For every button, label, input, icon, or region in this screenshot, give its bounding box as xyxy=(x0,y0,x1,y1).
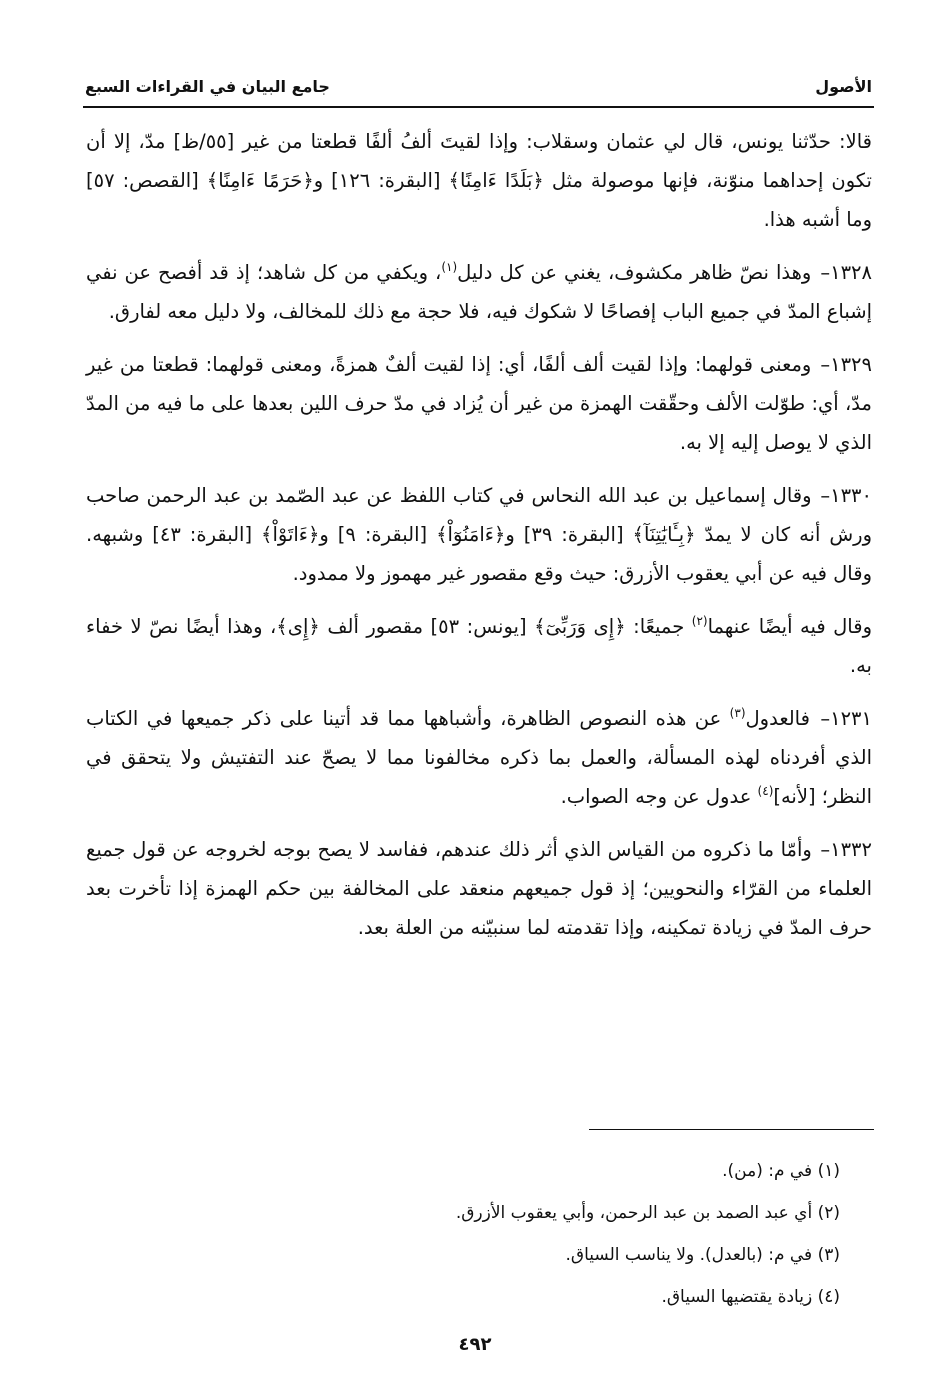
paragraph-text: وأمّا ما ذكروه من القياس الذي أثر ذلك عندهم، ففاسد لا يصح بوجه لخروجه عن قول جميع العلماء من القرّاء والنحويين؛ إذ قول جميعهم منعقد على المخالفة بين حكم الهمزة إذا تأخرت بعد حرف المدّ في زيادة تمكينه، وإذا تقدمته لما سنبيّنه من العلة بعد. xyxy=(86,838,872,939)
paragraph-number: ١٢٣١– xyxy=(820,707,872,730)
paragraph-1329 xyxy=(86,345,872,462)
paragraph-number: ١٣٣٢– xyxy=(820,838,872,861)
paragraph-1332 xyxy=(86,830,872,947)
footnote-ref[interactable]: (٤) xyxy=(757,784,774,798)
running-header xyxy=(85,72,872,100)
paragraph-text: عن هذه النصوص الظاهرة، وأشباهها مما قد أتينا على ذكر جميعها في الكتاب الذي أفردناه لهذه المسألة، والعمل بما ذكره مخالفونا مما لا يصحّ عند التفتيش ولا يتحقق في النظر؛ [لأنه] xyxy=(86,707,872,808)
paragraph-text: قالا: حدّثنا يونس، قال لي عثمان وسقلاب: وإذا لقيتَ ألفُ ألفًا قطعتا من غير [٥٥/ظ] مدّ، إلا أن تكون إحداهما منوّنة، فإنها موصولة مثل ﴿بَلَدًا ءَامِنًا﴾ [البقرة: ١٢٦] و﴿حَرَمًا ءَامِنًا﴾ [القصص: ٥٧] وما أشبه هذا. xyxy=(86,130,872,231)
paragraph-number: ١٣٣٠– xyxy=(820,484,872,507)
paragraph-number: ١٣٢٩– xyxy=(820,353,872,376)
main-text xyxy=(86,122,872,961)
paragraph-1328 xyxy=(86,253,872,331)
footnote-3: (٣) في م: (بالعدل). ولا يناسب السياق. xyxy=(565,1245,840,1265)
footnote-4: (٤) زيادة يقتضيها السياق. xyxy=(661,1287,840,1307)
paragraph-text: فالعدول xyxy=(745,707,819,730)
footnote-separator xyxy=(589,1129,874,1130)
footnote-2: (٢) أي عبد الصمد بن عبد الرحمن، وأبي يعقوب الأزرق. xyxy=(455,1203,840,1223)
paragraph-text: وقال فيه أيضًا عنهما xyxy=(707,615,872,638)
paragraph-text: عدول عن وجه الصواب. xyxy=(560,785,758,808)
section-title: الأصول xyxy=(815,76,872,96)
paragraph-1 xyxy=(86,122,872,239)
header-rule xyxy=(83,106,874,108)
paragraph-1330 xyxy=(86,476,872,593)
footnote-ref[interactable]: (٢) xyxy=(691,614,708,628)
paragraph-text: ، ويكفي من كل شاهد؛ إذ قد أفصح عن نفي إشباع المدّ في جميع الباب إفصاحًا لا شكوك فيه، فلا حجة مع ذلك للمخالف، ولا دليل معه لفارق. xyxy=(86,261,872,323)
paragraph-unnumbered xyxy=(86,607,872,685)
paragraph-1231 xyxy=(86,699,872,816)
footnote-1: (١) في م: (من). xyxy=(722,1161,840,1181)
footnote-ref[interactable]: (١) xyxy=(441,260,458,274)
page-number: ٤٩٢ xyxy=(458,1334,492,1355)
footnotes xyxy=(86,1150,840,1318)
paragraph-text: وقال إسماعيل بن عبد الله النحاس في كتاب اللفظ عن عبد الصّمد بن عبد الرحمن صاحب ورش أنه كان لا يمدّ ﴿بِـَٔايَٰتِنَآ﴾ [البقرة: ٣٩] و﴿ءَامَنُوٓاْ﴾ [البقرة: ٩] و﴿ءَاتَوْاْ﴾ [البقرة: ٤٣] وشبهه. وقال فيه عن أبي يعقوب الأزرق: حيث وقع مقصور غير مهموز ولا ممدود. xyxy=(86,484,873,585)
book-title: جامع البيان في القراءات السبع xyxy=(85,76,330,96)
footnote-ref[interactable]: (٣) xyxy=(729,706,746,720)
paragraph-number: ١٣٢٨– xyxy=(820,261,872,284)
paragraph-text: جميعًا: ﴿إِى وَرَبِّىٓ﴾ [يونس: ٥٣] مقصور ألف ﴿إِى﴾، وهذا أيضًا نصّ لا خفاء به. xyxy=(86,615,872,677)
paragraph-text: ومعنى قولهما: وإذا لقيت ألف ألفًا، أي: إذا لقيت ألفٌ همزةً، ومعنى قولهما: قطعتا من غير مدّ، أي: طوّلت الألف وحقّقت الهمزة من غير أن يُزاد في مدّ حرف اللين بعدها على ما فيه من المدّ الذي لا يوصل إليه إلا به. xyxy=(86,353,872,454)
paragraph-text: وهذا نصّ ظاهر مكشوف، يغني عن كل دليل xyxy=(457,261,819,284)
